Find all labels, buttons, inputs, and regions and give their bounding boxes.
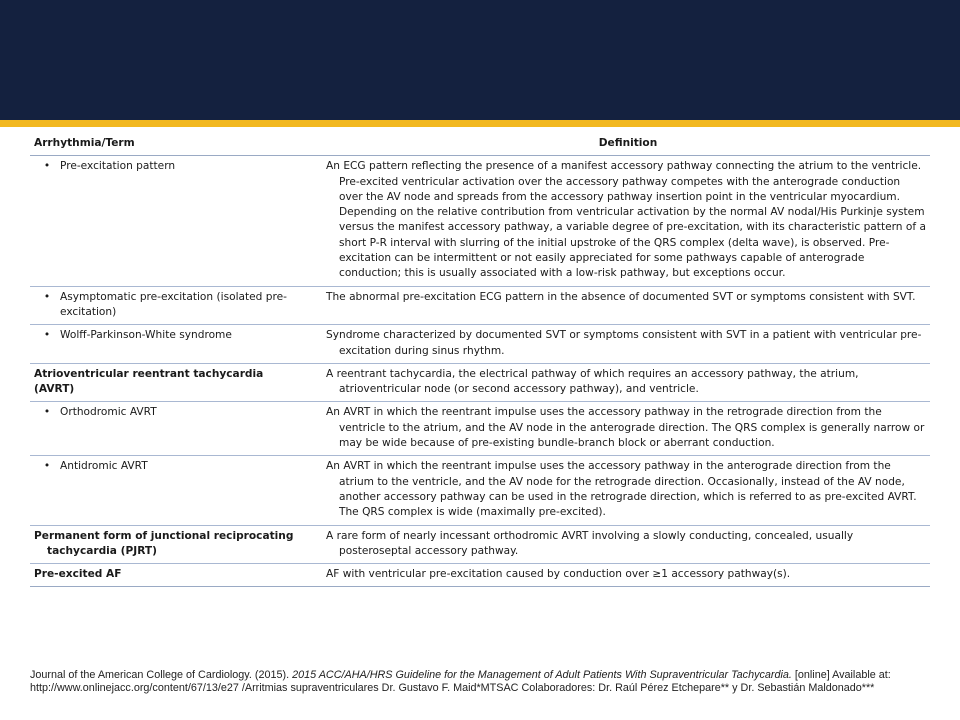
term-label: Permanent form of junctional reciprocating tachycardia (PJRT) — [34, 529, 294, 557]
term-cell — [30, 525, 326, 564]
table-row — [30, 325, 930, 364]
definitions-table-container — [30, 133, 930, 587]
term-cell — [30, 402, 326, 456]
term-cell — [30, 156, 326, 286]
bullet-icon: • — [43, 329, 51, 342]
definition-text: A rare form of nearly incessant orthodromic AVRT involving a slowly conducting, concealed, usually posteroseptal accessory pathway. — [326, 529, 854, 557]
term-label: Wolff-Parkinson-White syndrome — [60, 329, 232, 342]
definition-cell — [326, 456, 930, 525]
definition-cell — [326, 286, 930, 325]
citation-title: 2015 ACC/AHA/HRS Guideline for the Management of Adult Patients With Supraventricular Tachycardia. — [292, 669, 792, 681]
table-body — [30, 156, 930, 587]
definition-cell — [326, 564, 930, 587]
header-definition: Definition — [326, 133, 930, 156]
definition-text: AF with ventricular pre-excitation caused by conduction over ≥1 accessory pathway(s). — [326, 568, 791, 581]
citation — [30, 669, 935, 696]
term-label: Pre-excitation pattern — [60, 160, 176, 173]
definition-text: An AVRT in which the reentrant impulse uses the accessory pathway in the retrograde direction from the ventricle to the atrium, and the AV node in the anterograde direction. The QRS complex is generally narrow or may be wide because of pre-existing bundle-branch block or aberrant conduction. — [326, 406, 925, 450]
bullet-icon: • — [43, 290, 51, 303]
definition-text: The abnormal pre-excitation ECG pattern in the absence of documented SVT or symptoms consistent with SVT. — [326, 290, 916, 303]
term-label: Asymptomatic pre-excitation (isolated pre-excitation) — [60, 290, 287, 318]
table-header-row — [30, 133, 930, 156]
term-cell — [30, 564, 326, 587]
definition-text: An AVRT in which the reentrant impulse uses the accessory pathway in the anterograde direction from the atrium to the ventricle, and the AV node for the retrograde direction. Occasionally, instead of the AV node, another accessory pathway can be used in the retrograde direction, which is referred to as pre-excited AVRT. The QRS complex is wide (maximally pre-excited). — [326, 460, 917, 519]
accent-stripe — [0, 120, 960, 127]
definition-text: An ECG pattern reflecting the presence of a manifest accessory pathway connecting the atrium to the ventricle. Pre-excited ventricular activation over the accessory pathway competes with the anterograde conduction over the AV node and spreads from the accessory pathway insertion point in the ventricular myocardium. Depending on the relative contribution from ventricular activation by the normal AV nodal/His Purkinje system versus the manifest accessory pathway, a variable degree of pre-excitation, with its characteristic pattern of a short P-R interval with slurring of the initial upstroke of the QRS complex (delta wave), is observed. Pre-excitation can be intermittent or not easily appreciated for some pathways capable of anterograde conduction; this is usually associated with a low-risk pathway, but exceptions occur. — [326, 160, 926, 280]
table-row — [30, 286, 930, 325]
term-label: Pre-excited AF — [34, 568, 122, 581]
table-row — [30, 156, 930, 286]
definition-cell — [326, 156, 930, 286]
term-cell — [30, 286, 326, 325]
term-cell — [30, 456, 326, 525]
header-term: Arrhythmia/Term — [30, 133, 326, 156]
bullet-icon: • — [43, 460, 51, 473]
table-row — [30, 564, 930, 587]
definition-text: A reentrant tachycardia, the electrical pathway of which requires an accessory pathway, the atrium, atrioventricular node (or second accessory pathway), and ventricle. — [326, 367, 859, 396]
term-cell — [30, 325, 326, 364]
bullet-icon: • — [43, 406, 51, 419]
term-cell — [30, 363, 326, 402]
definition-cell — [326, 525, 930, 564]
table-row — [30, 363, 930, 402]
citation-prefix: Journal of the American College of Cardiology. (2015). — [30, 669, 293, 681]
term-label: Atrioventricular reentrant tachycardia (AVRT) — [34, 367, 264, 396]
term-label: Antidromic AVRT — [60, 460, 148, 473]
definition-text: Syndrome characterized by documented SVT or symptoms consistent with SVT in a patient with ventricular pre-excitation during sinus rhythm. — [326, 329, 922, 357]
bullet-icon: • — [43, 160, 51, 173]
term-label: Orthodromic AVRT — [60, 406, 157, 419]
citation-suffix: [online] Available at: http://www.onlinejacc.org/content/67/13/e27 /Arritmias supraventriculares Dr. Gustavo F. Maid*MTSAC Colaboradores: Dr. Raúl Pérez Etchepare** y Dr. Sebastián Maldonado*** — [30, 669, 891, 695]
header-band — [0, 0, 960, 120]
definitions-table — [30, 133, 930, 587]
table-row — [30, 402, 930, 456]
definition-cell — [326, 325, 930, 364]
table-row — [30, 456, 930, 525]
definition-cell — [326, 363, 930, 402]
definition-cell — [326, 402, 930, 456]
table-row — [30, 525, 930, 564]
